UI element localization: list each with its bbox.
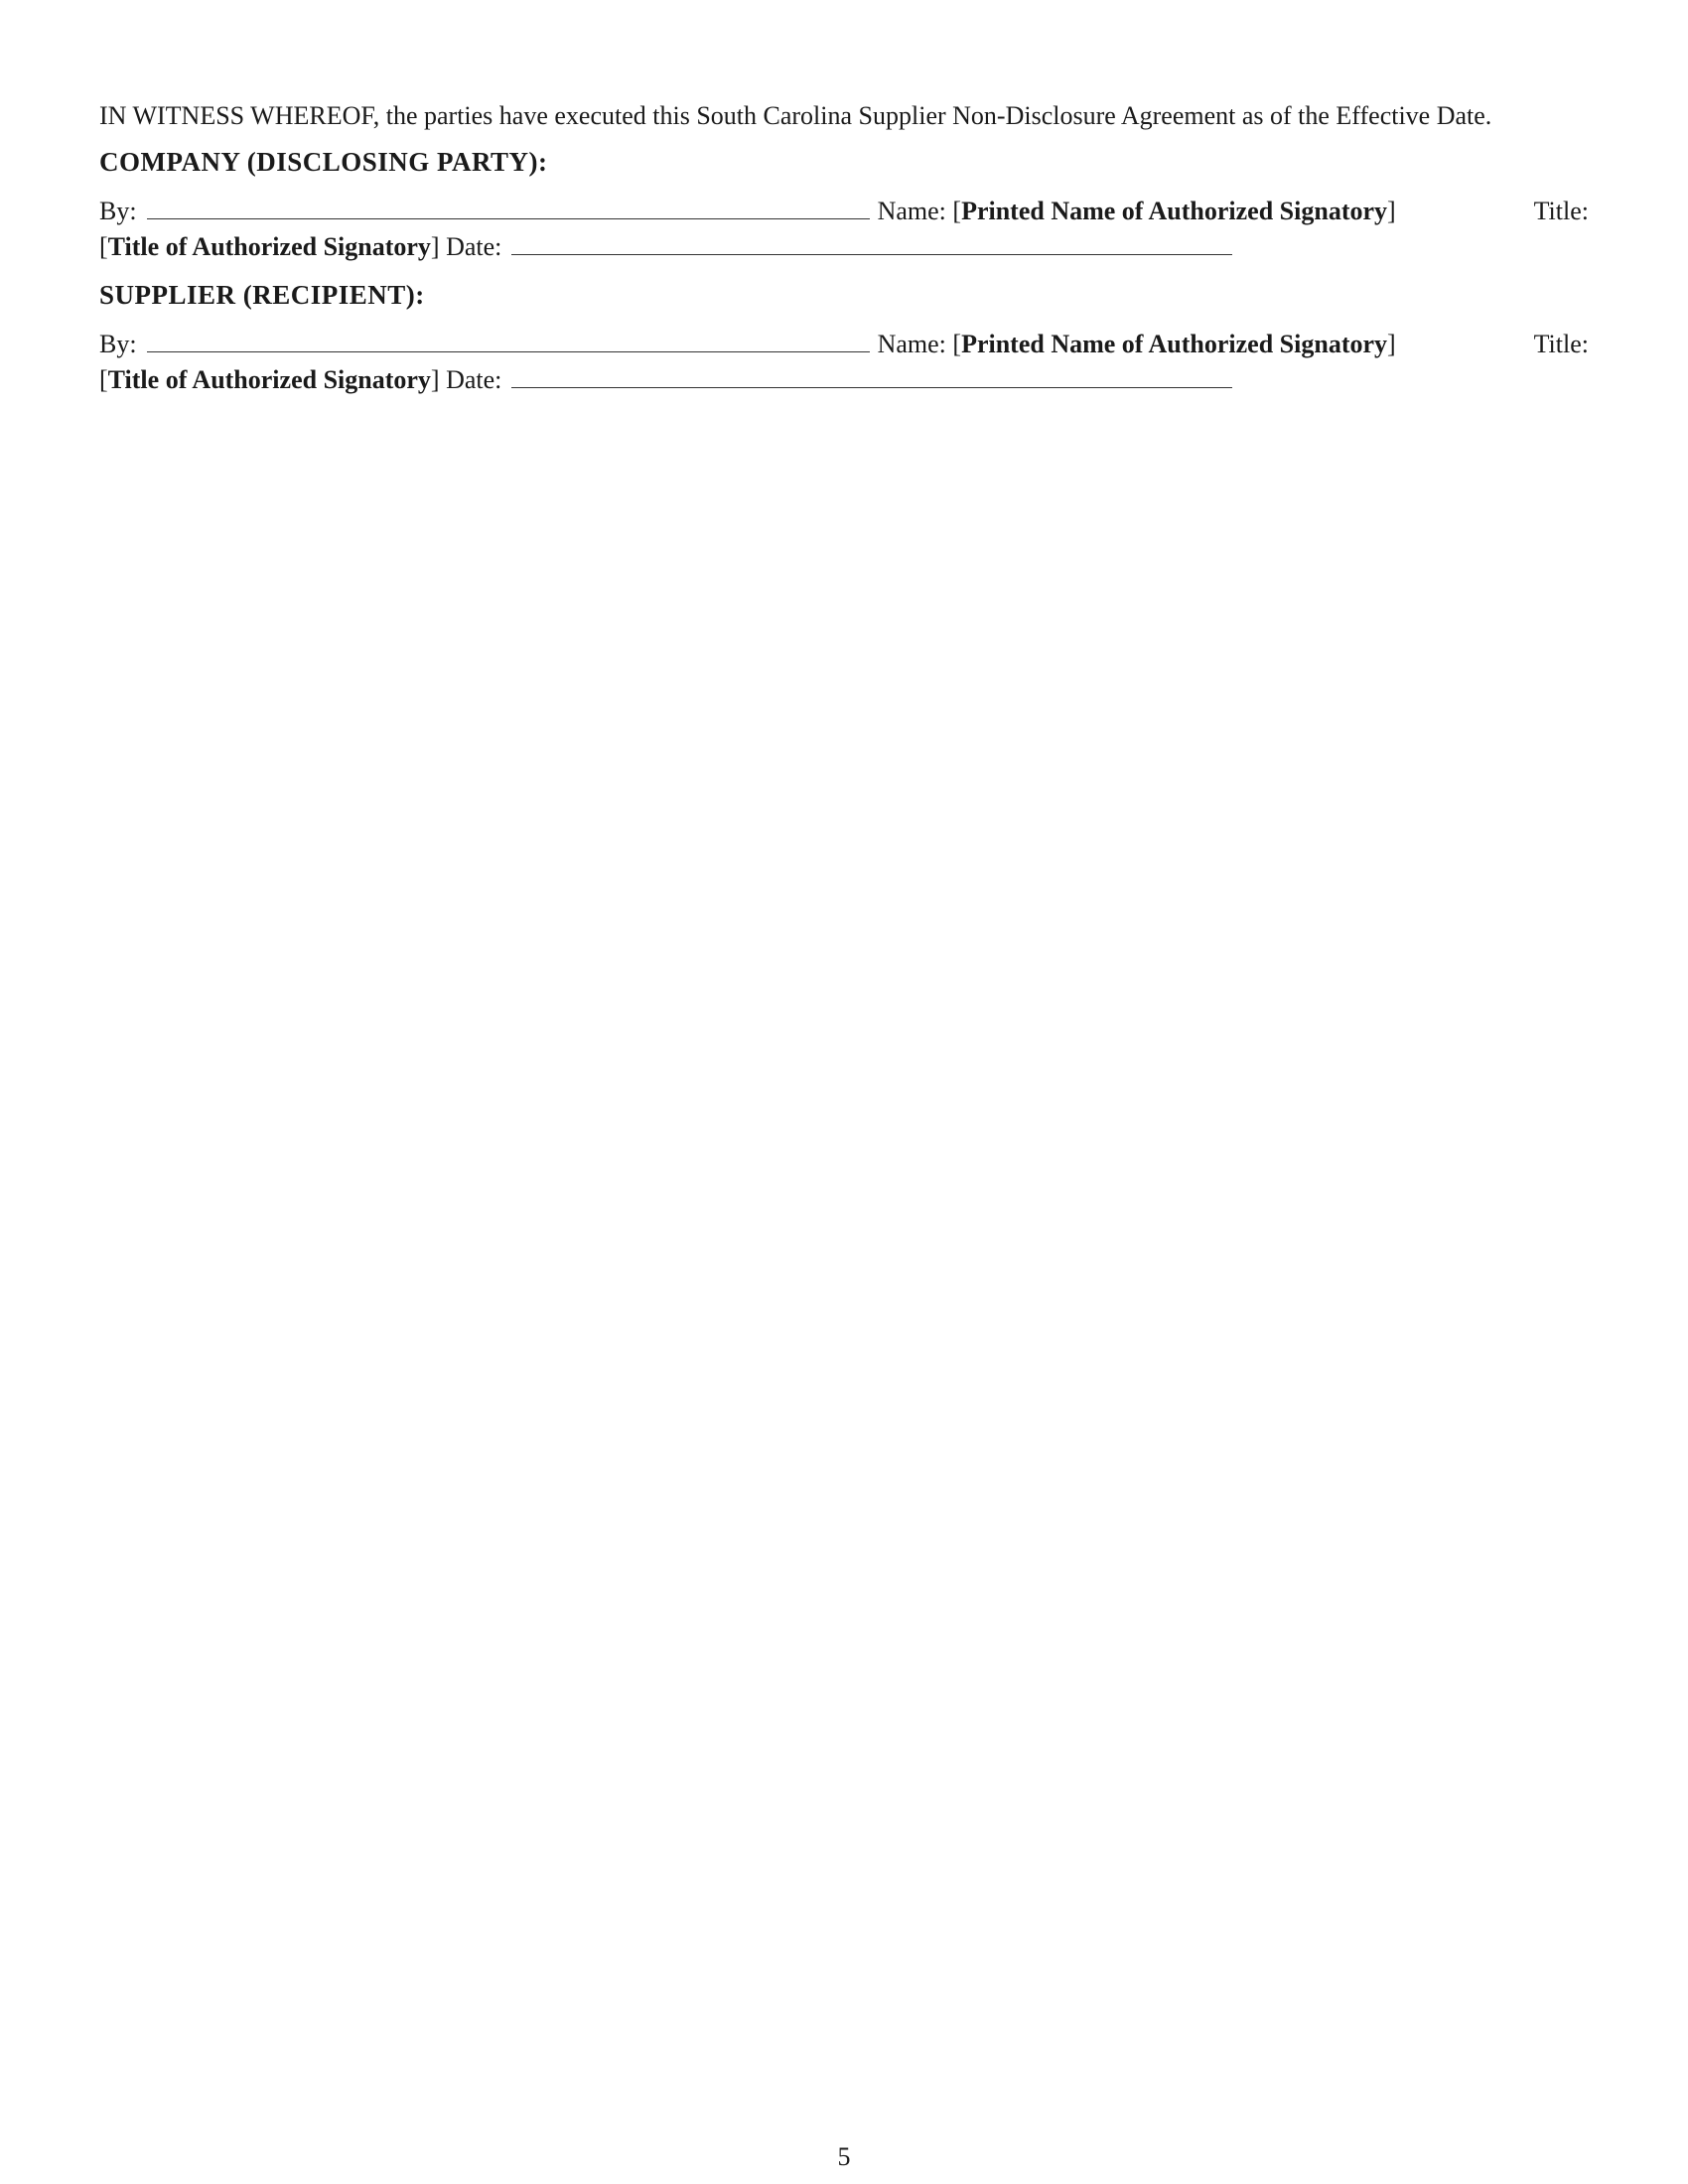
date-label: Date:: [446, 232, 502, 261]
title-label: Title:: [1533, 197, 1589, 225]
company-by-line: By: Name: [ Printed Name of Authorized Signatory ] Title:: [99, 193, 1589, 228]
supplier-signature-field[interactable]: [147, 326, 870, 352]
company-name-placeholder: Printed Name of Authorized Signatory: [961, 197, 1388, 225]
company-signature-block: [99, 145, 1589, 264]
company-signature-field[interactable]: [147, 193, 870, 219]
supplier-by-line: By: Name: [ Printed Name of Authorized Signatory ] Title:: [99, 326, 1589, 361]
date-label: Date:: [446, 365, 502, 394]
company-title-line: [ Title of Authorized Signatory ] Date:: [99, 228, 1589, 264]
by-label: By:: [99, 330, 137, 358]
supplier-signature-block: [99, 278, 1589, 397]
supplier-date-field[interactable]: [511, 361, 1232, 388]
company-title-placeholder: Title of Authorized Signatory: [107, 232, 431, 261]
witness-paragraph: IN WITNESS WHEREOF, the parties have executed this South Carolina Supplier Non-Disclosure Agreement as of the Effective Date.: [99, 101, 1492, 130]
by-label: By:: [99, 197, 137, 225]
supplier-name-placeholder: Printed Name of Authorized Signatory: [961, 330, 1388, 358]
company-heading: COMPANY (DISCLOSING PARTY):: [99, 147, 548, 177]
document-page: [99, 99, 1589, 411]
supplier-title-placeholder: Title of Authorized Signatory: [107, 365, 431, 394]
name-label: Name:: [877, 197, 946, 225]
name-label: Name:: [877, 330, 946, 358]
company-date-field[interactable]: [511, 228, 1232, 255]
title-label: Title:: [1533, 330, 1589, 358]
page-number: 5: [837, 2142, 851, 2171]
supplier-title-line: [ Title of Authorized Signatory ] Date:: [99, 361, 1589, 397]
supplier-heading: SUPPLIER (RECIPIENT):: [99, 280, 425, 310]
